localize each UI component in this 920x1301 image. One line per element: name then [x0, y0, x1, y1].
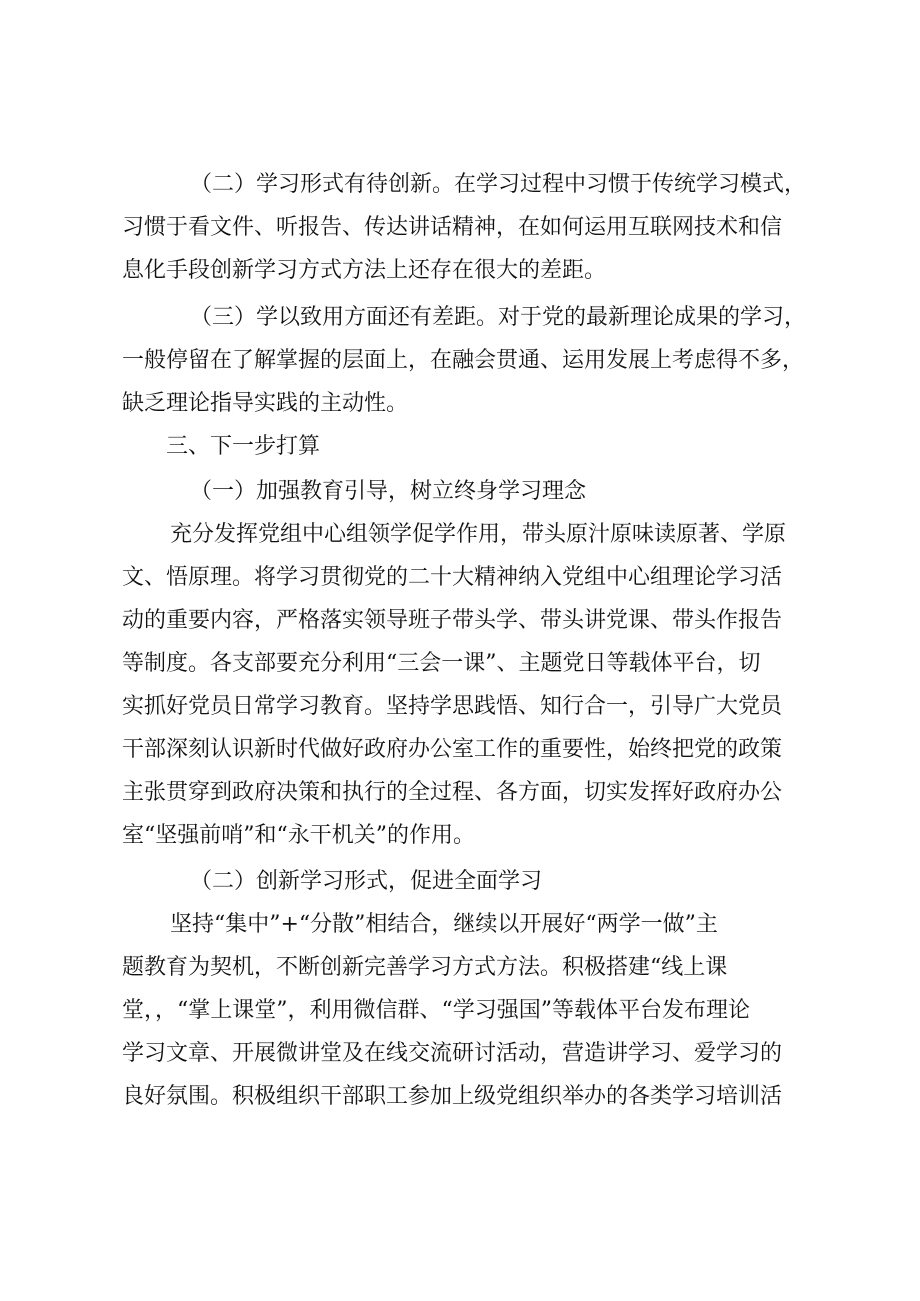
paragraph-line: 息化手段创新学习方式方法上还存在很大的差距。	[122, 258, 607, 283]
paragraph-line: 充分发挥党组中心组领学促学作用，带头原汁原味读原著、学原	[170, 522, 787, 547]
paragraph-line: 题教育为契机，不断创新完善学习方式方法。积极搭建“线上课	[122, 955, 728, 980]
paragraph-line: 主张贯穿到政府决策和执行的全过程、各方面，切实发挥好政府办公	[122, 780, 783, 805]
paragraph-line: 实抓好党员日常学习教育。坚持学思践悟、知行合一，引导广大党员	[122, 694, 783, 719]
paragraph-line: 动的重要内容，严格落实领导班子带头学、带头讲党课、带头作报告	[122, 608, 783, 633]
paragraph-line: 习惯于看文件、听报告、传达讲话精神，在如何运用互联网技术和信	[122, 215, 783, 240]
paragraph-line: 良好氛围。积极组织干部职工参加上级党组织举办的各类学习培训活	[122, 1084, 783, 1109]
subsection-heading: （一）加强教育引导，树立终身学习理念	[190, 479, 587, 504]
subsection-heading: （二）创新学习形式，促进全面学习	[190, 869, 543, 894]
paragraph-line: （三）学以致用方面还有差距。对于党的最新理论成果的学习，	[190, 305, 807, 330]
paragraph-line: 学习文章、开展微讲堂及在线交流研讨活动，营造讲学习、爱学习的	[122, 1041, 783, 1066]
paragraph-line: （二）学习形式有待创新。在学习过程中习惯于传统学习模式，	[190, 172, 807, 197]
paragraph-line: 一般停留在了解掌握的层面上，在融会贯通、运用发展上考虑得不多，	[122, 348, 805, 373]
paragraph-line: 堂，，“掌上课堂”，利用微信群、“学习强国”等载体平台发布理论	[122, 998, 750, 1023]
section-heading: 三、下一步打算	[166, 434, 321, 459]
paragraph-line: 文、悟原理。将学习贯彻党的二十大精神纳入党组中心组理论学习活	[122, 565, 783, 590]
paragraph-line: 室“坚强前哨”和“永干机关”的作用。	[122, 823, 475, 848]
paragraph-line: 等制度。各支部要充分利用“三会一课”、主题党日等载体平台，切	[122, 651, 761, 676]
paragraph-line: 干部深刻认识新时代做好政府办公室工作的重要性，始终把党的政策	[122, 737, 783, 762]
paragraph-line: 缺乏理论指导实践的主动性。	[122, 391, 409, 416]
paragraph-line: 坚持“集中”+“分散”相结合，继续以开展好“两学一做”主	[170, 912, 718, 937]
